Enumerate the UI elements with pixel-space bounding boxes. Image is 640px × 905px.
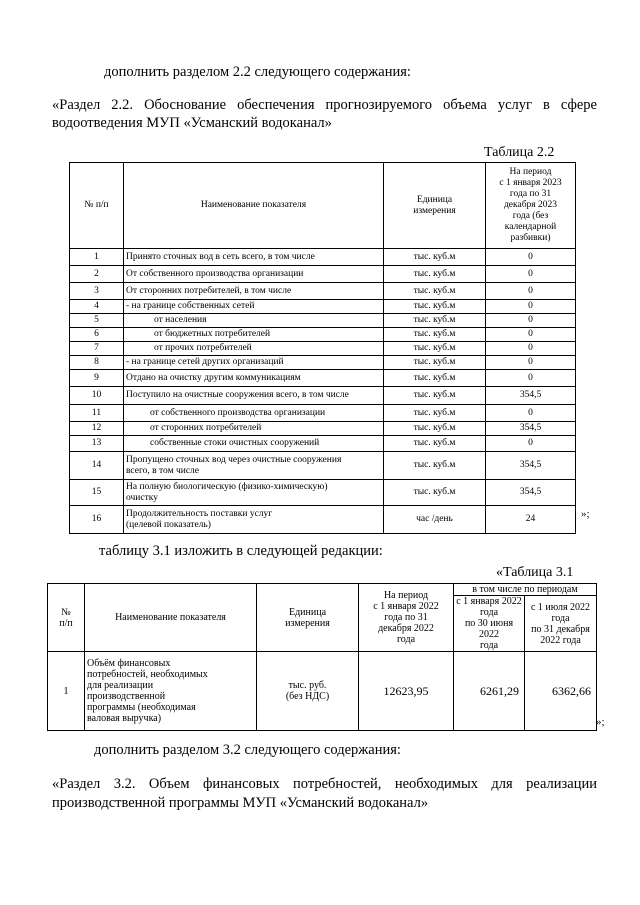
header-period: [359, 584, 454, 652]
row-unit: тыс. куб.м: [384, 283, 486, 300]
table-3-1-closing-quote: »;: [596, 716, 605, 728]
table-2-2: [69, 162, 576, 534]
row-name-line: программы (необходимая: [87, 702, 196, 713]
table-3-1-caption: «Таблица 3.1: [496, 565, 574, 580]
table-2-2-closing-quote: »;: [581, 508, 590, 520]
row-num: 2: [70, 266, 124, 283]
row-name: от сторонних потребителей: [124, 422, 384, 436]
row-name: - на границе собственных сетей: [124, 300, 384, 314]
row-num: 1: [70, 249, 124, 266]
row-num: 10: [70, 387, 124, 405]
row-num: 3: [70, 283, 124, 300]
row-name-line1: На полную биологическую (физико-химическую): [126, 481, 328, 492]
table-2-2-caption: Таблица 2.2: [484, 145, 555, 160]
header-num: № п/п: [70, 163, 124, 249]
row-num: 4: [70, 300, 124, 314]
header-num: [48, 584, 85, 652]
row-name-line2: всего, в том числе: [126, 465, 200, 476]
header-period-line: На период: [509, 167, 552, 177]
header-name: Наименование показателя: [124, 163, 384, 249]
header-unit-line1: Единица: [288, 606, 327, 618]
row-name-line: потребностей, необходимых: [87, 669, 208, 680]
header-h2-line: по 31 декабря: [531, 623, 590, 635]
row-unit: тыс. куб.м: [384, 422, 486, 436]
row-num: 12: [70, 422, 124, 436]
table-row: [70, 422, 576, 436]
header-unit: [384, 163, 486, 249]
header-unit: [257, 584, 359, 652]
row-name-line1: Продолжительность поставки услуг: [126, 508, 273, 519]
row-unit: тыс. куб.м: [384, 266, 486, 283]
row-name: От сторонних потребителей, в том числе: [124, 283, 384, 300]
row-value: 0: [486, 436, 576, 452]
header-period-line: На период: [383, 590, 429, 601]
row-name: [124, 452, 384, 480]
table-row: [70, 249, 576, 266]
row-name-line: производственной: [87, 691, 166, 702]
header-period-line: календарной: [504, 222, 557, 232]
row-unit-line2: (без НДС): [285, 691, 330, 702]
header-h1-line: года: [479, 640, 499, 651]
table-row: [70, 300, 576, 314]
header-unit-line2: измерения: [413, 205, 456, 216]
table-row: [70, 405, 576, 422]
header-period-line: года: [396, 634, 416, 645]
row-unit: тыс. куб.м: [384, 387, 486, 405]
row-value: 24: [486, 506, 576, 534]
row-value: 354,5: [486, 422, 576, 436]
row-p2: 6362,66: [525, 652, 597, 731]
header-period-line: декабря 2022: [378, 623, 434, 634]
header-h2-line: с 1 июля 2022: [530, 601, 591, 613]
row-value: 0: [486, 370, 576, 387]
header-num-line2: п/п: [59, 617, 73, 629]
header-period-line: декабря 2023: [503, 200, 558, 210]
header-period-line: с 1 января 2022: [373, 601, 439, 612]
row-unit: [257, 652, 359, 731]
row-unit: тыс. куб.м: [384, 314, 486, 328]
row-value: 354,5: [486, 387, 576, 405]
table-row: [70, 506, 576, 534]
row-num: 14: [70, 452, 124, 480]
row-value: 0: [486, 405, 576, 422]
row-name: - на границе сетей других организаций: [124, 356, 384, 370]
header-name: Наименование показателя: [85, 584, 257, 652]
paragraph-table-3-1-edit: таблицу 3.1 изложить в следующей редакции:: [99, 543, 383, 559]
row-value: 0: [486, 300, 576, 314]
row-value: 354,5: [486, 452, 576, 480]
header-unit-line1: Единица: [416, 194, 453, 205]
row-name-line: для реализации: [87, 680, 154, 691]
row-name: [124, 506, 384, 534]
row-num: 8: [70, 356, 124, 370]
row-name: Поступило на очистные сооружения всего, в том числе: [124, 387, 384, 405]
row-value: 0: [486, 342, 576, 356]
table-row: [70, 283, 576, 300]
table-row: [70, 387, 576, 405]
header-h1-line: по 30 июня 2022: [464, 618, 514, 640]
row-name: от прочих потребителей: [124, 342, 384, 356]
row-value: 0: [486, 356, 576, 370]
row-value: 0: [486, 314, 576, 328]
row-value: 0: [486, 283, 576, 300]
row-unit: тыс. куб.м: [384, 249, 486, 266]
row-name-line: Объём финансовых: [87, 658, 171, 669]
row-unit: тыс. куб.м: [384, 436, 486, 452]
row-name: от населения: [124, 314, 384, 328]
header-period-line: разбивки): [510, 233, 551, 243]
paragraph-add-section-3-2: дополнить разделом 3.2 следующего содержания:: [94, 742, 401, 758]
row-unit: тыс. куб.м: [384, 370, 486, 387]
row-name: от бюджетных потребителей: [124, 328, 384, 342]
header-period-line: года по 31: [509, 189, 552, 199]
row-p1: 6261,29: [454, 652, 525, 731]
header-period-line: года (без: [512, 211, 549, 221]
row-name: [85, 652, 257, 731]
row-unit-line1: тыс. руб.: [288, 680, 327, 691]
row-num: 15: [70, 480, 124, 506]
row-name-line2: (целевой показатель): [126, 519, 211, 530]
row-name-line: валовая выручка): [87, 713, 162, 724]
row-total: 12623,95: [359, 652, 454, 731]
row-name: Отдано на очистку другим коммуникациям: [124, 370, 384, 387]
section-2-2-heading-line1: «Раздел 2.2. Обоснование обеспечения прогнозируемого объема услуг в сфере: [52, 97, 597, 113]
row-num: 7: [70, 342, 124, 356]
row-unit: тыс. куб.м: [384, 328, 486, 342]
table-3-1: [47, 583, 597, 731]
header-h1-line: года: [479, 607, 499, 618]
row-name: [124, 480, 384, 506]
header-period-line: года по 31: [384, 612, 428, 623]
table-row: [70, 480, 576, 506]
header-num-line1: №: [61, 606, 71, 618]
table-row: [70, 370, 576, 387]
table-row: [70, 328, 576, 342]
header-unit-line2: измерения: [285, 617, 330, 629]
row-num: 9: [70, 370, 124, 387]
table-row: [70, 266, 576, 283]
header-subperiods: в том числе по периодам: [454, 584, 597, 596]
header-h2-line: года: [551, 612, 570, 624]
table-row: [70, 436, 576, 452]
row-name: Принято сточных вод в сеть всего, в том числе: [124, 249, 384, 266]
header-period: [486, 163, 576, 249]
row-unit: тыс. куб.м: [384, 300, 486, 314]
header-period-line: с 1 января 2023: [499, 178, 562, 188]
row-value: 0: [486, 249, 576, 266]
row-unit: тыс. куб.м: [384, 356, 486, 370]
row-name-line2: очистку: [126, 492, 158, 503]
row-unit: тыс. куб.м: [384, 405, 486, 422]
row-num: 13: [70, 436, 124, 452]
table-row: [70, 342, 576, 356]
section-3-2-heading-line1: «Раздел 3.2. Объем финансовых потребностей, необходимых для реализации: [52, 776, 597, 792]
table-row: [70, 356, 576, 370]
row-num: 6: [70, 328, 124, 342]
table-row: [70, 452, 576, 480]
header-h2-line: 2022 года: [540, 634, 581, 646]
table-row: [48, 652, 597, 731]
row-unit: тыс. куб.м: [384, 342, 486, 356]
row-name-line1: Пропущено сточных вод через очистные сооружения: [126, 454, 342, 465]
section-2-2-heading-line2: водоотведения МУП «Усманский водоканал»: [52, 115, 332, 131]
row-name: собственные стоки очистных сооружений: [124, 436, 384, 452]
row-num: 1: [48, 652, 85, 731]
row-value: 354,5: [486, 480, 576, 506]
row-unit: тыс. куб.м: [384, 452, 486, 480]
header-h2: [525, 596, 597, 652]
table-3-1-header-row: [48, 584, 597, 596]
header-h1-line: с 1 января 2022: [456, 596, 522, 607]
paragraph-add-section-2-2: дополнить разделом 2.2 следующего содержания:: [104, 64, 411, 80]
row-num: 16: [70, 506, 124, 534]
header-h1: [454, 596, 525, 652]
table-row: [70, 314, 576, 328]
table-2-2-header-row: [70, 163, 576, 249]
row-value: 0: [486, 266, 576, 283]
row-value: 0: [486, 328, 576, 342]
row-num: 11: [70, 405, 124, 422]
row-name: От собственного производства организации: [124, 266, 384, 283]
row-name: от собственного производства организации: [124, 405, 384, 422]
row-num: 5: [70, 314, 124, 328]
section-3-2-heading-line2: производственной программы МУП «Усманский водоканал»: [52, 795, 429, 811]
row-unit: час /день: [384, 506, 486, 534]
row-unit: тыс. куб.м: [384, 480, 486, 506]
